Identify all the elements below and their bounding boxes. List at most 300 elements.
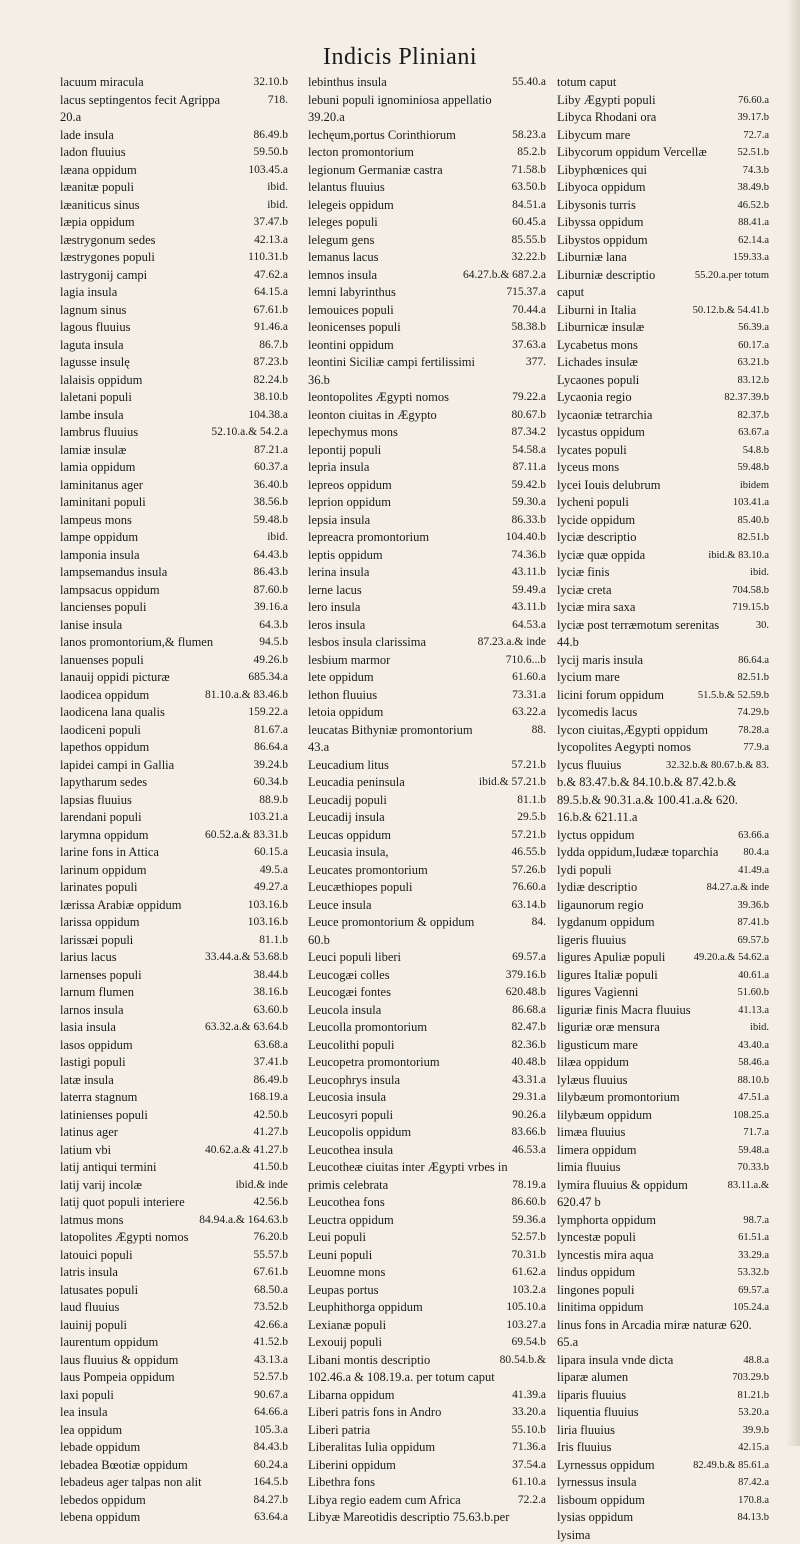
entry-reference: 69.57.a (508, 949, 546, 967)
entry-reference: 87.11.a (509, 459, 546, 477)
entry-term: ligures Apuliæ populi (557, 949, 665, 967)
entry-term: ligusticum mare (557, 1037, 638, 1055)
index-entry: Libyæ Mareotidis descriptio 75.63.b.per (308, 1509, 546, 1527)
entry-reference: 87.42.a (734, 1474, 769, 1492)
entry-term: lyrnessus insula (557, 1474, 637, 1492)
index-entry: 89.5.b.& 90.31.a.& 100.41.a.& 620. (557, 792, 769, 810)
entry-term: Libystos oppidum (557, 232, 648, 250)
entry-term: Lexouij populi (308, 1334, 382, 1352)
index-entry (60, 1317, 288, 1335)
index-entry (308, 564, 546, 582)
index-entry (557, 739, 769, 757)
index-entry (557, 1247, 769, 1265)
entry-term: larissæi populi (60, 932, 133, 950)
entry-reference: 63.68.a (250, 1037, 288, 1055)
entry-term: Leuomne mons (308, 1264, 385, 1282)
entry-reference: 103.41.a (729, 494, 769, 512)
entry-term: lagia insula (60, 284, 117, 302)
entry-reference: ibid. (746, 1019, 769, 1037)
entry-reference: 63.67.a (734, 424, 769, 442)
index-entry (60, 792, 288, 810)
entry-reference: 63.64.a (250, 1509, 288, 1527)
entry-reference: 39.9.b (739, 1422, 769, 1440)
index-entry (60, 1492, 288, 1510)
index-entry (308, 582, 546, 600)
entry-reference: 43.31.a (508, 1072, 546, 1090)
index-entry (308, 442, 546, 460)
entry-term: lacus septingentos fecit Agrippa (60, 92, 220, 110)
index-entry (308, 1089, 546, 1107)
entry-reference: 84.27.a.& inde (703, 879, 769, 897)
index-entry (60, 494, 288, 512)
entry-term: Leucosyri populi (308, 1107, 393, 1125)
entry-term: ladon fluuius (60, 144, 126, 162)
index-entry (308, 319, 546, 337)
index-entry (60, 74, 288, 92)
entry-term: lete oppidum (308, 669, 374, 687)
entry-reference: 104.40.b (502, 529, 546, 547)
index-entry (60, 1002, 288, 1020)
entry-term: lagnum sinus (60, 302, 126, 320)
entry-reference: 52.51.b (734, 144, 770, 162)
index-entry (60, 984, 288, 1002)
entry-reference: 82.37.39.b (720, 389, 769, 407)
entry-reference: 719.15.b (728, 599, 769, 617)
entry-term: lerne lacus (308, 582, 362, 600)
entry-term: liparæ alumen (557, 1369, 628, 1387)
page-title: Indicis Pliniani (0, 44, 800, 71)
index-entry (557, 1387, 769, 1405)
entry-term: Leucadij insula (308, 809, 385, 827)
entry-reference: 51.5.b.& 52.59.b (694, 687, 769, 705)
entry-term: lecton promontorium (308, 144, 414, 162)
entry-reference: 72.7.a (739, 127, 769, 145)
entry-term: lancienses populi (60, 599, 146, 617)
index-entry: totum caput (557, 74, 769, 92)
entry-term: lebadeus ager talpas non alit (60, 1474, 202, 1492)
entry-term: Lycaones populi (557, 372, 639, 390)
index-entry (308, 127, 546, 145)
entry-term: latium vbi (60, 1142, 111, 1160)
index-entry (557, 1124, 769, 1142)
entry-reference: 90.26.a (508, 1107, 546, 1125)
entry-term: Leui populi (308, 1229, 366, 1247)
entry-term: lebadea Bœotiæ oppidum (60, 1457, 188, 1475)
entry-term: lamponia insula (60, 547, 140, 565)
index-entry (308, 284, 546, 302)
entry-term: Liberi patris fons in Andro (308, 1404, 441, 1422)
entry-term: lapsias fluuius (60, 792, 132, 810)
entry-reference: 87.34.2 (508, 424, 547, 442)
entry-term: lymira fluuius & oppidum (557, 1177, 688, 1195)
entry-term: lebedos oppidum (60, 1492, 146, 1510)
entry-term: Libycum mare (557, 127, 630, 145)
index-entry (557, 704, 769, 722)
entry-term: laodicea oppidum (60, 687, 149, 705)
index-entry (60, 1247, 288, 1265)
entry-term: lydiæ descriptio (557, 879, 637, 897)
entry-reference: 82.37.b (734, 407, 770, 425)
entry-reference: 84.94.a.& 164.63.b (195, 1212, 288, 1230)
entry-term: lasia insula (60, 1019, 116, 1037)
entry-term: lemnos insula (308, 267, 377, 285)
entry-reference: 81.1.b (255, 932, 288, 950)
entry-reference: 60.37.a (250, 459, 288, 477)
entry-term: larius lacus (60, 949, 117, 967)
index-entry (60, 704, 288, 722)
entry-term: liquentia fluuius (557, 1404, 639, 1422)
entry-term: Leucates promontorium (308, 862, 428, 880)
entry-reference: 77.9.a (739, 739, 769, 757)
entry-reference: 59.49.a (508, 582, 546, 600)
index-entry (557, 92, 769, 110)
index-entry: caput (557, 284, 769, 302)
index-entry (308, 1247, 546, 1265)
index-entry (557, 424, 769, 442)
index-entry (557, 757, 769, 775)
entry-term: lea insula (60, 1404, 108, 1422)
entry-reference: 82.36.b (508, 1037, 547, 1055)
index-entry (308, 1264, 546, 1282)
entry-term: leros insula (308, 617, 365, 635)
entry-term: Liberi patria (308, 1422, 370, 1440)
index-entry (308, 722, 546, 740)
index-entry (308, 1439, 546, 1457)
entry-term: lade insula (60, 127, 114, 145)
entry-term: latinienses populi (60, 1107, 148, 1125)
entry-term: Leucosia insula (308, 1089, 386, 1107)
entry-term: Leuci populi liberi (308, 949, 401, 967)
entry-term: liparis fluuius (557, 1387, 626, 1405)
entry-reference: 63.22.a (508, 704, 546, 722)
entry-term: leleges populi (308, 214, 378, 232)
entry-term: lycon ciuitas,Ægypti oppidum (557, 722, 708, 740)
entry-term: lampe oppidum (60, 529, 138, 547)
entry-term: læana oppidum (60, 162, 137, 180)
entry-term: lylæus fluuius (557, 1072, 628, 1090)
index-entry (308, 389, 546, 407)
entry-term: larnum flumen (60, 984, 134, 1002)
index-entry (60, 1387, 288, 1405)
index-entry (60, 1457, 288, 1475)
index-entry (308, 1229, 546, 1247)
index-entry (557, 302, 769, 320)
index-entry (308, 1037, 546, 1055)
index-entry (557, 967, 769, 985)
index-entry (308, 1142, 546, 1160)
entry-reference: 32.32.b.& 80.67.b.& 83. (662, 757, 769, 775)
entry-reference: 87.23.b (250, 354, 289, 372)
entry-reference: 73.52.b (250, 1299, 289, 1317)
entry-term: laterra stagnum (60, 1089, 137, 1107)
entry-term: latij antiqui termini (60, 1159, 157, 1177)
entry-reference: 98.7.a (739, 1212, 769, 1230)
entry-term: læstrygonum sedes (60, 232, 155, 250)
entry-reference: 43.11.b (508, 599, 546, 617)
entry-reference: 32.22.b (508, 249, 547, 267)
entry-reference: 88. (528, 722, 546, 740)
entry-term: lærissa Arabiæ oppidum (60, 897, 182, 915)
entry-reference: 32.10.b (250, 74, 289, 92)
page-edge-shadow (786, 0, 800, 1446)
index-entry (60, 372, 288, 390)
entry-reference: 36.40.b (250, 477, 289, 495)
entry-reference: 47.62.a (250, 267, 288, 285)
index-entry (308, 599, 546, 617)
index-entry (308, 687, 546, 705)
index-entry (60, 179, 288, 197)
index-entry (308, 1054, 546, 1072)
entry-term: Leucogæi fontes (308, 984, 391, 1002)
entry-term: Libyca Rhodani ora (557, 109, 656, 127)
index-entry (308, 1282, 546, 1300)
index-entry (557, 984, 769, 1002)
index-entry (308, 477, 546, 495)
index-entry (308, 1352, 546, 1370)
entry-reference: 53.32.b (734, 1264, 770, 1282)
index-entry (308, 529, 546, 547)
entry-reference: 55.57.b (250, 1247, 289, 1265)
entry-reference: 103.2.a (508, 1282, 546, 1300)
index-entry: 620.47 b (557, 1194, 769, 1212)
index-entry (557, 179, 769, 197)
entry-term: lycij maris insula (557, 652, 643, 670)
index-entry (557, 582, 769, 600)
index-entry (308, 494, 546, 512)
entry-term: lygdanum oppidum (557, 914, 655, 932)
entry-reference: 47.51.a (734, 1089, 769, 1107)
index-entry (60, 354, 288, 372)
entry-term: Libyoca oppidum (557, 179, 646, 197)
index-entry (557, 897, 769, 915)
entry-term: laus Pompeia oppidum (60, 1369, 175, 1387)
index-entry (308, 879, 546, 897)
index-entry (557, 1299, 769, 1317)
index-entry (557, 862, 769, 880)
entry-reference: 81.21.b (734, 1387, 770, 1405)
index-entry: b.& 83.47.b.& 84.10.b.& 87.42.b.& (557, 774, 769, 792)
index-entry (60, 1159, 288, 1177)
entry-term: ligeris fluuius (557, 932, 626, 950)
entry-term: latmus mons (60, 1212, 124, 1230)
entry-reference: 86.60.b (508, 1194, 547, 1212)
index-entry: 44.b (557, 634, 769, 652)
index-entry (60, 1474, 288, 1492)
entry-term: lycus fluuius (557, 757, 621, 775)
entry-reference: 67.61.b (250, 1264, 289, 1282)
entry-term: lepria insula (308, 459, 369, 477)
index-entry (557, 547, 769, 565)
entry-term: laguta insula (60, 337, 124, 355)
entry-reference: 83.66.b (508, 1124, 547, 1142)
entry-term: laxi populi (60, 1387, 114, 1405)
index-entry (308, 1422, 546, 1440)
entry-reference: 88.10.b (734, 1072, 770, 1090)
index-entry (60, 879, 288, 897)
entry-reference: 33.29.a (734, 1247, 769, 1265)
index-entry (60, 1037, 288, 1055)
entry-term: lemanus lacus (308, 249, 378, 267)
entry-reference: 64.66.a (250, 1404, 288, 1422)
entry-term: lingones populi (557, 1282, 634, 1300)
entry-reference: 86.7.b (255, 337, 288, 355)
index-column-left (60, 74, 288, 1527)
entry-reference: 29.5.b (513, 809, 546, 827)
entry-term: ligures Vagienni (557, 984, 638, 1002)
entry-term: liria fluuius (557, 1422, 615, 1440)
index-entry: linus fons in Arcadia miræ naturæ 620. (557, 1317, 769, 1335)
entry-reference: 83.12.b (734, 372, 770, 390)
entry-term: liguriæ finis Macra fluuius (557, 1002, 691, 1020)
entry-reference: 42.50.b (250, 1107, 289, 1125)
index-entry (557, 1282, 769, 1300)
entry-term: larendani populi (60, 809, 142, 827)
entry-reference: 60.24.a (250, 1457, 288, 1475)
entry-reference: 379.16.b (502, 967, 546, 985)
entry-reference: 81.10.a.& 83.46.b (201, 687, 288, 705)
entry-reference: 41.13.a (734, 1002, 769, 1020)
entry-reference: 61.62.a (508, 1264, 546, 1282)
index-entry (557, 249, 769, 267)
entry-term: laminitanus ager (60, 477, 143, 495)
index-entry (308, 967, 546, 985)
entry-reference: 86.33.b (508, 512, 547, 530)
entry-term: Leucasia insula, (308, 844, 389, 862)
entry-term: ligures Italiæ populi (557, 967, 658, 985)
index-entry (557, 214, 769, 232)
index-entry: 16.b.& 621.11.a (557, 809, 769, 827)
entry-reference: 685.34.a (244, 669, 288, 687)
index-entry (308, 1177, 546, 1195)
index-entry (308, 547, 546, 565)
index-entry (557, 914, 769, 932)
index-entry (60, 547, 288, 565)
index-entry (557, 127, 769, 145)
entry-term: letoia oppidum (308, 704, 383, 722)
entry-reference: 715.37.a (502, 284, 546, 302)
entry-term: lampeus mons (60, 512, 132, 530)
entry-reference: 50.12.b.& 54.41.b (689, 302, 769, 320)
entry-reference: 86.64.a (250, 739, 288, 757)
entry-term: Leupas portus (308, 1282, 378, 1300)
entry-term: linitima oppidum (557, 1299, 643, 1317)
index-entry (308, 232, 546, 250)
index-entry (557, 1142, 769, 1160)
index-entry (60, 669, 288, 687)
index-entry (557, 879, 769, 897)
index-entry (60, 1072, 288, 1090)
index-entry (557, 232, 769, 250)
entry-reference: 105.3.a (250, 1422, 288, 1440)
entry-reference: ibid.& 57.21.b (475, 774, 546, 792)
entry-term: lemni labyrinthus (308, 284, 396, 302)
index-entry (308, 862, 546, 880)
entry-term: lasos oppidum (60, 1037, 133, 1055)
entry-term: lyciæ quæ oppida (557, 547, 645, 565)
index-entry (557, 389, 769, 407)
entry-term: lalaisis oppidum (60, 372, 142, 390)
entry-reference: 60.52.a.& 83.31.b (201, 827, 288, 845)
entry-term: lerina insula (308, 564, 369, 582)
entry-term: Leucadia peninsula (308, 774, 405, 792)
entry-reference: 49.20.a.& 54.62.a (690, 949, 769, 967)
index-entry (557, 442, 769, 460)
entry-term: lebade oppidum (60, 1439, 140, 1457)
index-entry (60, 967, 288, 985)
index-entry (60, 319, 288, 337)
entry-term: lastrygonij campi (60, 267, 147, 285)
entry-reference: 49.5.a (256, 862, 288, 880)
entry-reference: ibid. (263, 529, 288, 547)
entry-term: Libyphœnices qui (557, 162, 647, 180)
entry-reference: 68.50.a (250, 1282, 288, 1300)
entry-reference: 85.2.b (513, 144, 546, 162)
index-entry (60, 1229, 288, 1247)
index-entry (60, 529, 288, 547)
entry-term: latinus ager (60, 1124, 118, 1142)
entry-reference: 103.45.a (244, 162, 288, 180)
entry-term: leptis oppidum (308, 547, 383, 565)
entry-reference: 703.29.b (728, 1369, 769, 1387)
index-entry (557, 337, 769, 355)
entry-term: læanitæ populi (60, 179, 134, 197)
index-entry (557, 599, 769, 617)
entry-term: lethon fluuius (308, 687, 377, 705)
entry-reference: ibidem (736, 477, 769, 495)
entry-term: lysias oppidum (557, 1509, 633, 1527)
entry-term: Leucolithi populi (308, 1037, 394, 1055)
entry-reference: 41.49.a (734, 862, 769, 880)
index-entry (308, 844, 546, 862)
entry-term: lycates populi (557, 442, 627, 460)
index-entry (308, 774, 546, 792)
entry-reference: 59.42.b (508, 477, 547, 495)
index-entry (60, 1352, 288, 1370)
entry-term: Liburnicæ insulæ (557, 319, 644, 337)
entry-reference: 43.11.b (508, 564, 546, 582)
entry-reference: 104.38.a (244, 407, 288, 425)
index-entry (60, 477, 288, 495)
index-entry (308, 652, 546, 670)
index-entry (308, 1317, 546, 1335)
entry-term: lagous fluuius (60, 319, 130, 337)
index-entry (308, 512, 546, 530)
entry-term: Liby Ægypti populi (557, 92, 656, 110)
entry-term: lydi populi (557, 862, 612, 880)
index-entry (60, 774, 288, 792)
entry-reference: 71.7.a (739, 1124, 769, 1142)
index-entry (308, 914, 546, 932)
entry-term: lamia oppidum (60, 459, 135, 477)
index-entry (557, 1369, 769, 1387)
entry-reference: 108.25.a (729, 1107, 769, 1125)
entry-term: Leucolla promontorium (308, 1019, 427, 1037)
index-entry (60, 232, 288, 250)
entry-reference: 38.10.b (250, 389, 289, 407)
entry-reference: 55.20.a.per totum (691, 267, 769, 285)
entry-term: lesbium marmor (308, 652, 390, 670)
entry-reference: 63.50.b (508, 179, 547, 197)
index-entry (60, 1054, 288, 1072)
entry-term: lagusse insulę (60, 354, 130, 372)
index-entry (60, 1177, 288, 1195)
entry-reference: 43.40.a (734, 1037, 769, 1055)
entry-term: lycaoniæ tetrarchia (557, 407, 652, 425)
index-entry (557, 109, 769, 127)
index-entry (60, 1509, 288, 1527)
index-entry (60, 92, 288, 110)
index-entry (557, 1054, 769, 1072)
